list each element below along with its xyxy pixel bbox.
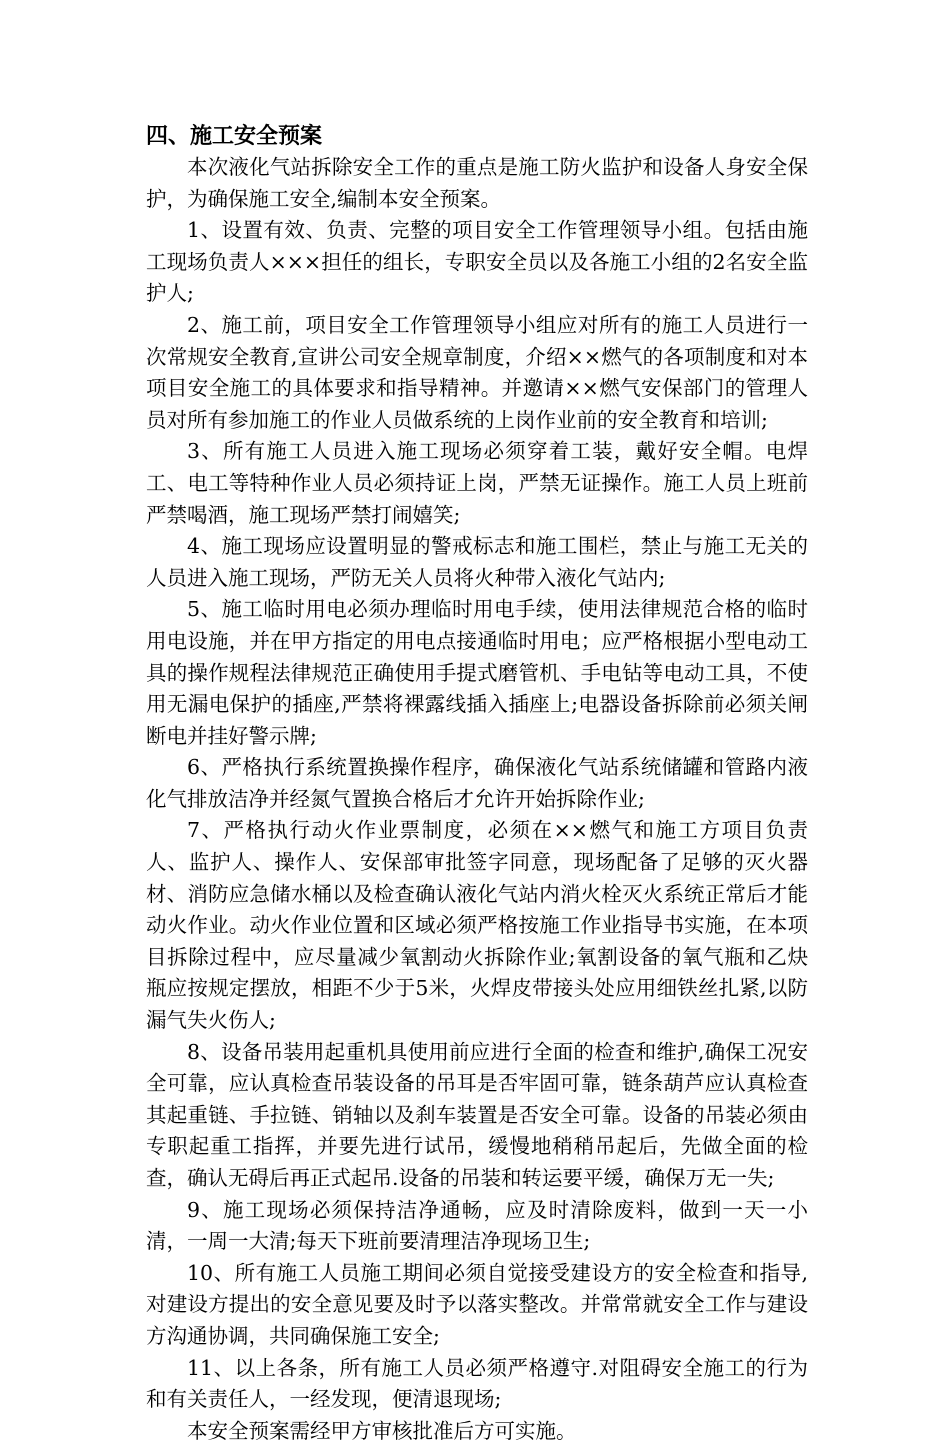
paragraph-item-10: 10、所有施工人员施工期间必须自觉接受建设方的安全检查和指导,对建设方提出的安全意见要及时予以落实整改。并常常就安全工作与建设方沟通协调，共同确保施工安全; [146, 1260, 808, 1348]
paragraph-item-11: 11、以上各条，所有施工人员必须严格遵守.对阻碍安全施工的行为和有关责任人，一经发现，便清退现场; [146, 1355, 808, 1412]
paragraph-item-3: 3、所有施工人员进入施工现场必须穿着工装，戴好安全帽。电焊工、电工等特种作业人员必须持证上岗，严禁无证操作。施工人员上班前严禁喝酒，施工现场严禁打闹嬉笑; [146, 439, 808, 527]
paragraph-item-7: 7、严格执行动火作业票制度，必须在××燃气和施工方项目负责人、监护人、操作人、安保部审批签字同意，现场配备了足够的灭火器材、消防应急储水桶以及检查确认液化气站内消火栓灭火系统正常后才能动火作业。动火作业位置和区域必须严格按施工作业指导书实施，在本项目拆除过程中，应尽量减少氧割动火拆除作业;氧割设备的氧气瓶和乙炔瓶应按规定摆放，相距不少于5米，火焊皮带接头处应用细铁丝扎紧,以防漏气失火伤人; [146, 818, 808, 1033]
document-page [146, 120, 808, 1447]
paragraph-item-1: 1、设置有效、负责、完整的项目安全工作管理领导小组。包括由施工现场负责人×××担任的组长，专职安全员以及各施工小组的2名安全监护人; [146, 218, 808, 306]
paragraph-item-8: 8、设备吊装用起重机具使用前应进行全面的检查和维护,确保工况安全可靠，应认真检查吊装设备的吊耳是否牢固可靠，链条葫芦应认真检查其起重链、手拉链、销轴以及刹车装置是否安全可靠。设备的吊装必须由专职起重工指挥，并要先进行试吊，缓慢地稍稍吊起后，先做全面的检查，确认无碍后再正式起吊.设备的吊装和转运要平缓，确保万无一失; [146, 1039, 808, 1190]
paragraph-closing: 本安全预案需经甲方审核批准后方可实施。 [187, 1418, 577, 1443]
section-heading: 四、施工安全预案 [146, 123, 323, 149]
paragraph-intro: 本次液化气站拆除安全工作的重点是施工防火监护和设备人身安全保护，为确保施工安全,编制本安全预案。 [146, 155, 808, 211]
paragraph-item-5: 5、施工临时用电必须办理临时用电手续，使用法律规范合格的临时用电设施，并在甲方指定的用电点接通临时用电；应严格根据小型电动工具的操作规程法律规范正确使用手提式磨管机、手电钻等电动工具，不使用无漏电保护的插座,严禁将裸露线插入插座上;电器设备拆除前必须关闸断电并挂好警示牌; [146, 597, 808, 748]
paragraph-item-4: 4、施工现场应设置明显的警戒标志和施工围栏，禁止与施工无关的人员进入施工现场，严防无关人员将火种带入液化气站内; [146, 534, 808, 590]
paragraph-item-6: 6、严格执行系统置换操作程序，确保液化气站系统储罐和管路内液化气排放洁净并经氮气置换合格后才允许开始拆除作业; [146, 755, 808, 811]
paragraph-item-9: 9、施工现场必须保持洁净通畅，应及时清除废料，做到一天一小清，一周一大清;每天下班前要清理洁净现场卫生; [146, 1197, 808, 1254]
paragraph-item-2: 2、施工前，项目安全工作管理领导小组应对所有的施工人员进行一次常规安全教育,宣讲公司安全规章制度，介绍××燃气的各项制度和对本项目安全施工的具体要求和指导精神。并邀请××燃气安保部门的管理人员对所有参加施工的作业人员做系统的上岗作业前的安全教育和培训; [146, 312, 808, 432]
